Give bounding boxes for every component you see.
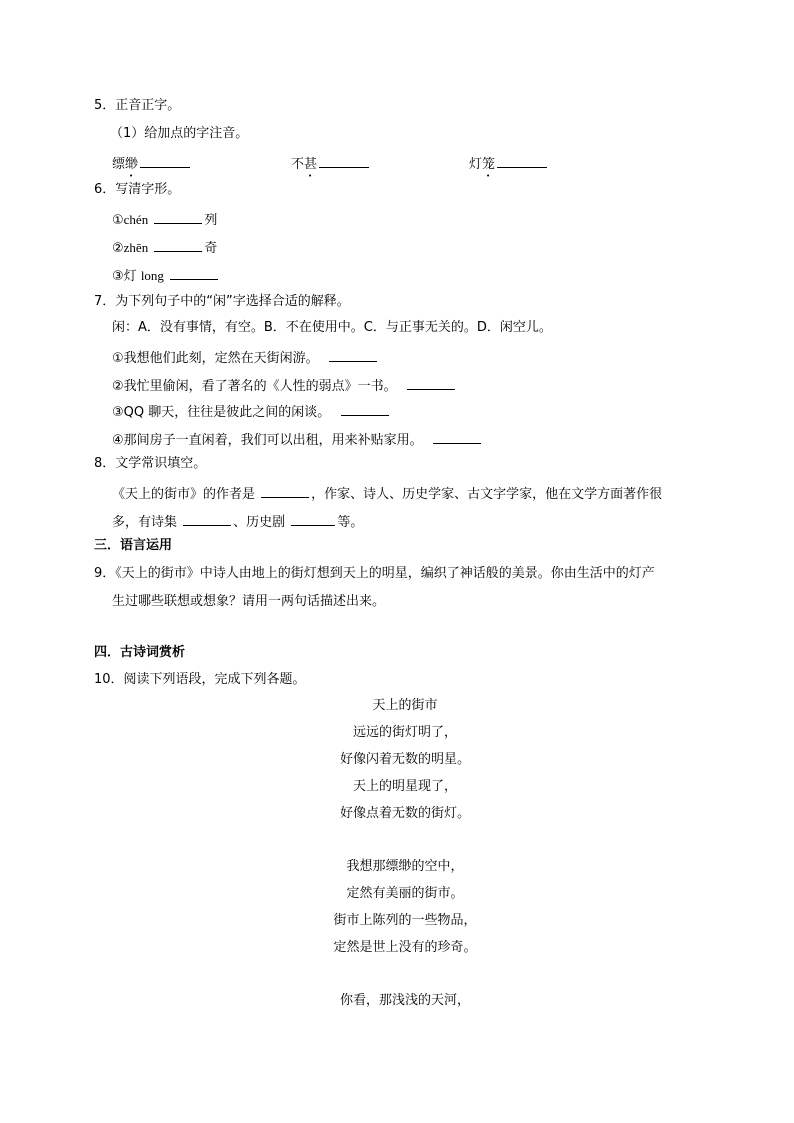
q7-item-3 xyxy=(112,402,391,421)
dotted-char: 缈 xyxy=(125,157,139,172)
q6-item-1 xyxy=(112,210,217,229)
q7-item-2 xyxy=(112,376,457,395)
q9-line-1: 9．《天上的街市》中诗人由地上的街灯想到天上的明星，编织了神话般的美景。你由生活中的灯产 xyxy=(94,566,655,581)
dotted-char: 甚 xyxy=(304,157,318,172)
q5-word-2 xyxy=(291,154,371,180)
word-char: 缥 xyxy=(112,157,126,172)
q5-word-1 xyxy=(112,154,192,180)
q5-word-3 xyxy=(469,154,549,180)
pinyin: zhēn xyxy=(123,240,149,255)
poem-line: 你看，那浅浅的天河， xyxy=(339,993,470,1008)
answer-blank[interactable] xyxy=(433,430,481,444)
poem-line: 好像点着无数的街灯。 xyxy=(339,806,470,821)
q9-line-2: 生过哪些联想或想象？请用一两句话描述出来。 xyxy=(112,594,386,609)
item-number: ② xyxy=(112,241,124,256)
q6-title: 6．写清字形。 xyxy=(94,182,181,197)
item-suffix: 列 xyxy=(204,213,218,228)
item-number: ③ xyxy=(112,269,124,284)
sentence: ③QQ 聊天，往往是彼此之间的闲谈。 xyxy=(112,405,331,420)
q7-title: 7．为下列句子中的“闲”字选择合适的解释。 xyxy=(94,294,350,309)
answer-blank[interactable] xyxy=(407,376,455,390)
pinyin: chén xyxy=(123,212,149,227)
poem-line: 我想那缥缈的空中， xyxy=(346,859,464,874)
sentence: ①我想他们此刻，定然在天街闲游。 xyxy=(112,351,319,366)
q5-sub: （1）给加点的字注音。 xyxy=(110,126,249,141)
answer-blank[interactable] xyxy=(329,348,377,362)
answer-blank[interactable] xyxy=(341,402,389,416)
answer-blank[interactable] xyxy=(319,154,369,168)
text: ，作家、诗人、历史学家、古文字学家，他在文学方面著作很 xyxy=(311,487,663,502)
answer-blank-poetry[interactable] xyxy=(183,512,231,526)
poem-line: 天上的明星现了， xyxy=(352,779,457,794)
q8-line-2 xyxy=(112,512,363,531)
answer-blank[interactable] xyxy=(154,238,202,252)
q7-options: 闲：A．没有事情，有空。B．不在使用中。C．与正事无关的。D．闲空儿。 xyxy=(112,320,552,335)
text: 等。 xyxy=(337,515,364,530)
section-4-heading: 四．古诗词赏析 xyxy=(94,645,186,660)
item-number: ① xyxy=(112,213,124,228)
section-3-heading: 三．语言运用 xyxy=(94,538,173,553)
poem-line: 街市上陈列的一些物品， xyxy=(333,913,477,928)
text: 多，有诗集 xyxy=(112,515,178,530)
q6-item-3 xyxy=(112,266,220,285)
q6-item-2 xyxy=(112,238,217,257)
item-prefix: 灯 xyxy=(123,269,137,284)
answer-blank-drama[interactable] xyxy=(291,512,335,526)
answer-blank-author[interactable] xyxy=(261,484,309,498)
word-char: 不 xyxy=(291,157,305,172)
poem-line: 好像闪着无数的明星。 xyxy=(339,752,470,767)
poem-title: 天上的街市 xyxy=(372,698,438,713)
sentence: ②我忙里偷闲，看了著名的《人性的弱点》一书。 xyxy=(112,379,397,394)
answer-blank[interactable] xyxy=(154,210,202,224)
text: 、历史剧 xyxy=(233,515,286,530)
q7-item-4 xyxy=(112,430,483,449)
poem-line: 远远的街灯明了， xyxy=(352,725,457,740)
q10-title: 10．阅读下列语段，完成下列各题。 xyxy=(94,672,306,687)
q7-item-1 xyxy=(112,348,379,367)
word-char: 灯 xyxy=(469,157,483,172)
q8-line-1 xyxy=(112,484,662,503)
q5-title: 5．正音正字。 xyxy=(94,98,181,113)
answer-blank[interactable] xyxy=(170,266,218,280)
text: 《天上的街市》的作者是 xyxy=(112,487,256,502)
item-suffix: 奇 xyxy=(204,241,218,256)
answer-blank[interactable] xyxy=(497,154,547,168)
dotted-char: 笼 xyxy=(482,157,496,172)
poem-line: 定然是世上没有的珍奇。 xyxy=(333,940,477,955)
sentence: ④那间房子一直闲着，我们可以出租，用来补贴家用。 xyxy=(112,433,423,448)
answer-blank[interactable] xyxy=(140,154,190,168)
poem-line: 定然有美丽的街市。 xyxy=(346,886,464,901)
pinyin: long xyxy=(140,268,164,283)
q8-title: 8．文学常识填空。 xyxy=(94,456,207,471)
